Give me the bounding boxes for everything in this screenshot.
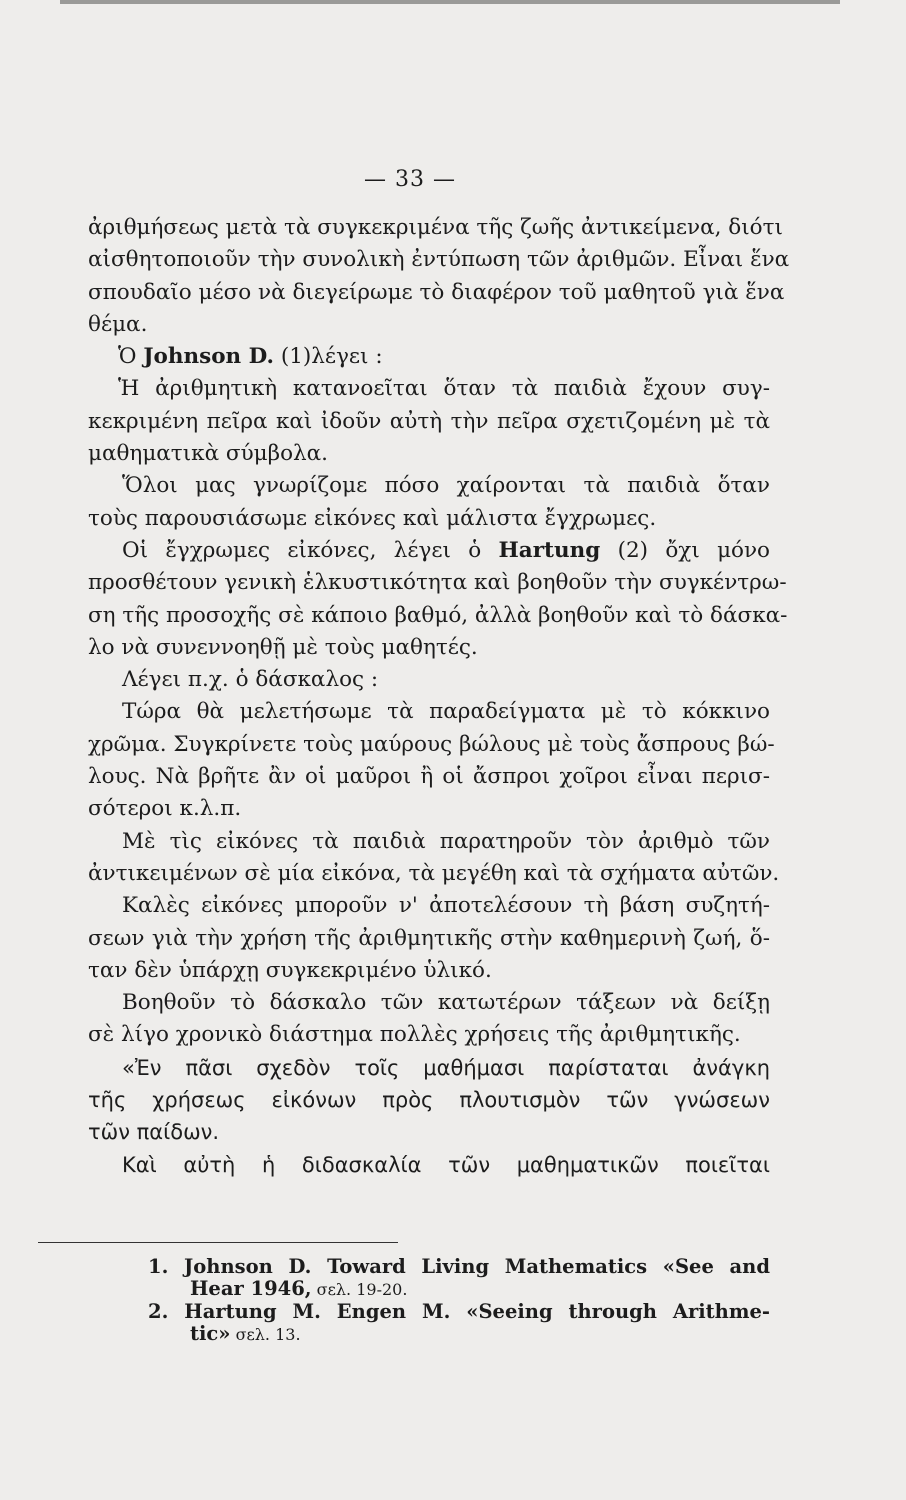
text-line: κεκριμένη πεῖρα καὶ ἰδοῦν αὐτὴ τὴν πεῖρα σχετιζομένη μὲ τὰ [88, 408, 770, 434]
text-line: σεων γιὰ τὴν χρήση τῆς ἀριθμητικῆς στὴν καθημερινὴ ζωή, ὅ- [88, 925, 770, 951]
quote-line: Καὶ αὐτὴ ἡ διδασκαλία τῶν μαθηματικῶν ποιεῖται [122, 1152, 770, 1177]
author-name: Hartung [498, 537, 601, 563]
text-line: χρῶμα. Συγκρίνετε τοὺς μαύρους βώλους μὲ τοὺς ἄσπρους βώ- [88, 731, 775, 757]
quote-line: τῶν παίδων. [88, 1120, 220, 1145]
quote-line: «Ἐν πᾶσι σχεδὸν τοῖς μαθήμασι παρίσταται ἀνάγκη [122, 1055, 770, 1080]
text-line: τοὺς παρουσιάσωμε εἰκόνες καὶ μάλιστα ἔγχρωμες. [88, 505, 657, 531]
text-line: Ἡ ἀριθμητικὴ κατανοεῖται ὅταν τὰ παιδιὰ ἔχουν συγ- [118, 376, 770, 402]
text-line: προσθέτουν γενικὴ ἑλκυστικότητα καὶ βοηθοῦν τὴν συγκέντρω- [88, 570, 787, 596]
text-span: Hear 1946, [190, 1277, 312, 1300]
text-line: Μὲ τὶς εἰκόνες τὰ παιδιὰ παρατηροῦν τὸν ἀριθμὸ τῶν [122, 828, 770, 854]
page-top-edge [60, 0, 840, 4]
text-line: ταν δὲν ὑπάρχῃ συγκεκριμένο ὑλικό. [88, 957, 492, 983]
text-span: Οἱ ἔγχρωμες εἰκόνες, λέγει ὁ [122, 537, 499, 563]
page-number: — 33 — [364, 167, 456, 192]
text-span: σελ. 19-20. [311, 1280, 408, 1299]
footnote-2: 2. Hartung M. Engen M. «Seeing through Arithme- [148, 1300, 770, 1323]
footnote-2-continued [148, 1323, 770, 1346]
text-line: σπουδαῖο μέσο νὰ διεγείρωμε τὸ διαφέρον τοῦ μαθητοῦ γιὰ ἕνα [88, 279, 785, 305]
quote-line: τῆς χρήσεως εἰκόνων πρὸς πλουτισμὸν τῶν γνώσεων [88, 1088, 770, 1113]
text-line: ἀντικειμένων σὲ μία εἰκόνα, τὰ μεγέθη καὶ τὰ σχήματα αὐτῶν. [88, 860, 780, 886]
text-line: αἰσθητοποιοῦν τὴν συνολικὴ ἐντύπωση τῶν ἀριθμῶν. Εἶναι ἕνα [88, 247, 790, 273]
text-line: θέμα. [88, 311, 148, 337]
body-text [88, 212, 790, 1181]
text-line: Λέγει π.χ. ὁ δάσκαλος : [122, 667, 379, 693]
footnotes [148, 1256, 770, 1346]
text-line: ἀριθμήσεως μετὰ τὰ συγκεκριμένα τῆς ζωῆς ἀντικείμενα, διότι [88, 215, 783, 240]
text-span: (1)λέγει : [274, 344, 383, 370]
text-span: Ὁ [118, 344, 144, 370]
text-line: Καλὲς εἰκόνες μποροῦν ν' ἀποτελέσουν τὴ βάση συζητή- [122, 893, 770, 919]
footnote-1: 1. Johnson D. Toward Living Mathematics «See and [148, 1255, 770, 1278]
text-line: σότεροι κ.λ.π. [88, 796, 242, 822]
author-name: Johnson D. [143, 344, 275, 370]
footnote-1-continued [148, 1278, 770, 1301]
text-line: σὲ λίγο χρονικὸ διάστημα πολλὲς χρήσεις τῆς ἀριθμητικῆς. [88, 1022, 741, 1048]
text-line: Βοηθοῦν τὸ δάσκαλο τῶν κατωτέρων τάξεων νὰ δείξῃ [122, 990, 770, 1016]
text-span: (2) ὄχι μόνο [600, 537, 770, 563]
text-line: Ὅλοι μας γνωρίζομε πόσο χαίρονται τὰ παιδιὰ ὅταν [122, 473, 770, 499]
text-line [88, 341, 770, 373]
text-line [88, 535, 770, 567]
text-line: Τώρα θὰ μελετήσωμε τὰ παραδείγματα μὲ τὸ κόκκινο [122, 699, 770, 725]
text-line: ση τῆς προσοχῆς σὲ κάποιο βαθμό, ἀλλὰ βοηθοῦν καὶ τὸ δάσκα- [88, 602, 788, 628]
text-line: λους. Νὰ βρῆτε ἂν οἱ μαῦροι ἢ οἱ ἄσπροι χοῖροι εἶναι περισ- [88, 764, 770, 790]
text-line: λο νὰ συνεννοηθῇ μὲ τοὺς μαθητές. [88, 634, 478, 660]
text-span: tic» [190, 1322, 231, 1345]
text-span: σελ. 13. [230, 1325, 301, 1344]
text-line: μαθηματικὰ σύμβολα. [88, 441, 328, 467]
footnote-divider [38, 1242, 398, 1243]
